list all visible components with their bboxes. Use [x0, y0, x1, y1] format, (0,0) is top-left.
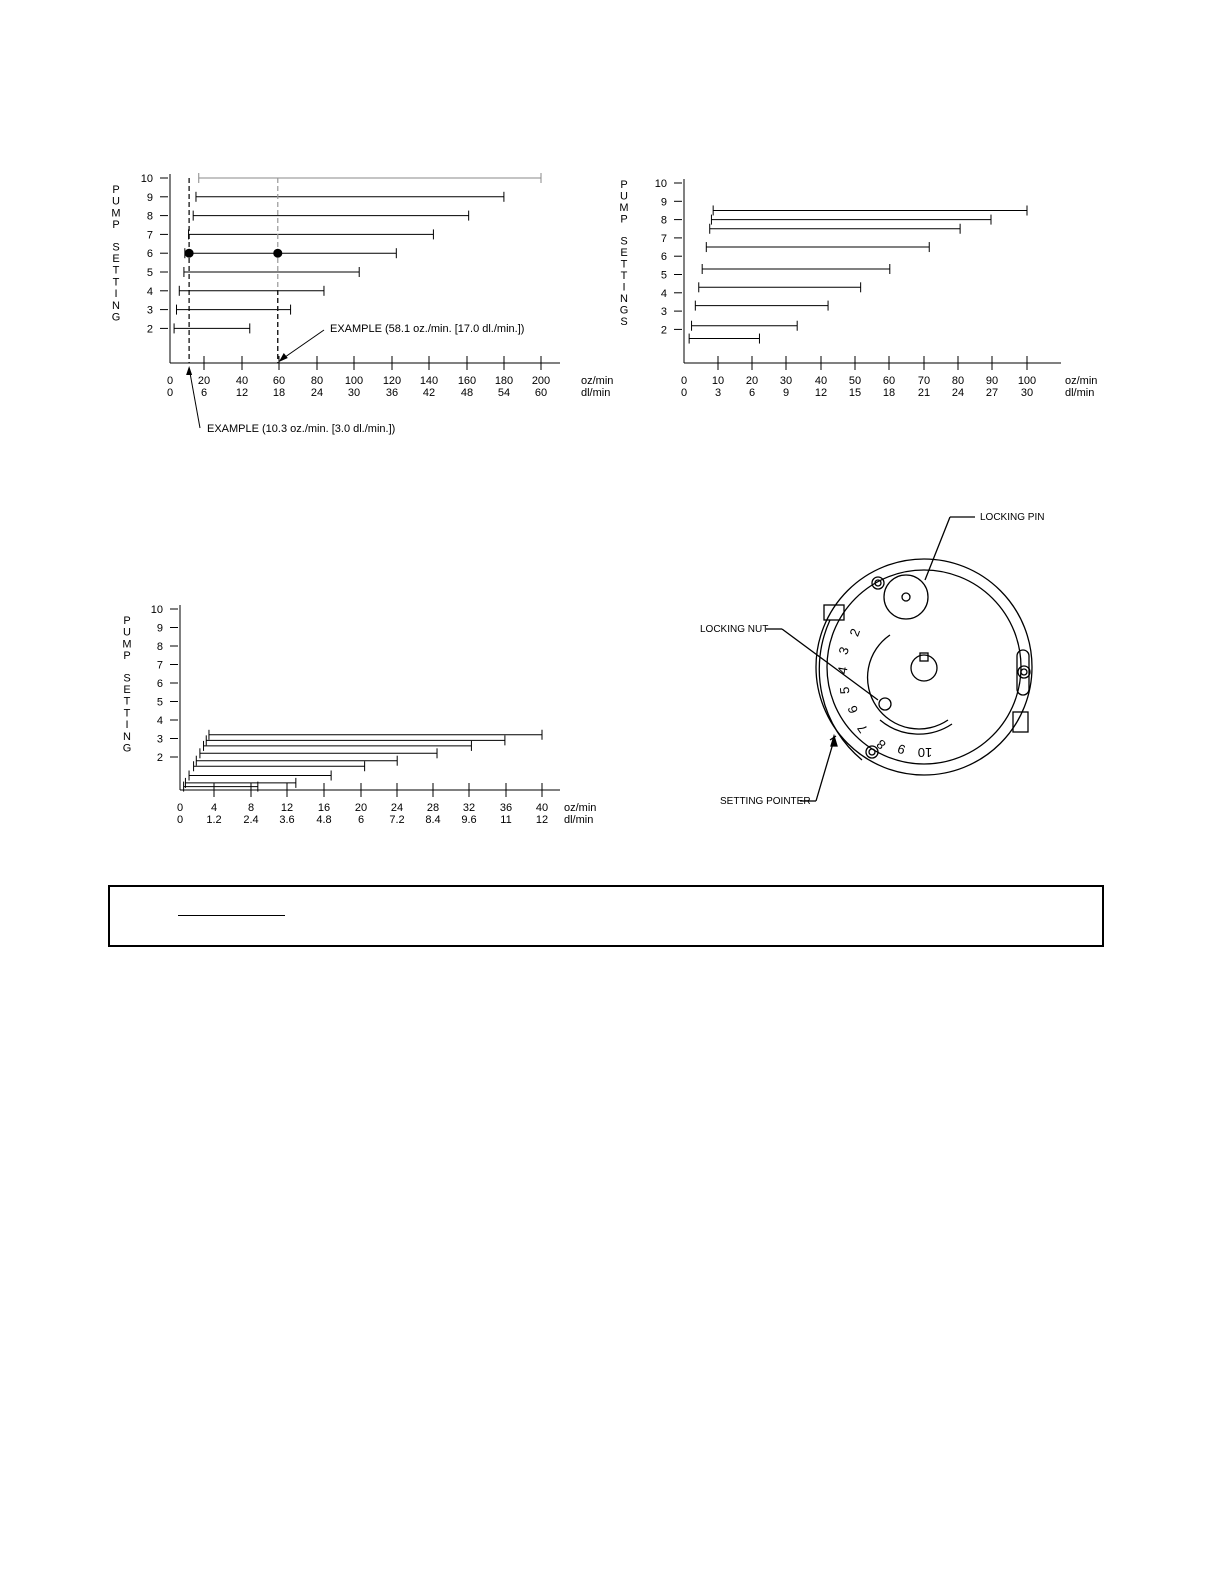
x-tick-label-oz: 12 — [280, 802, 294, 814]
dial-number: 9 — [895, 740, 908, 758]
dial-diagram — [766, 517, 1032, 801]
x-tick-label-dl: 36 — [385, 387, 399, 399]
dial-outer-ring — [816, 559, 1032, 775]
setting-tick-label: 2 — [156, 752, 163, 764]
dial-number: 3 — [835, 644, 852, 657]
x-tick-label-dl: 30 — [1020, 387, 1034, 399]
x-tick-label-dl: 3.6 — [279, 814, 295, 826]
x-tick-label-dl: 0 — [176, 814, 184, 826]
note-box — [108, 885, 1104, 947]
x-tick-label-dl: 12 — [235, 387, 249, 399]
dial-inner-slot — [868, 635, 948, 729]
x-tick-label-dl: 11 — [500, 814, 512, 826]
x-tick-label-dl: 30 — [347, 387, 361, 399]
y-axis-label-letter: I — [125, 719, 129, 732]
y-axis-label-letter: N — [123, 730, 131, 743]
setting-tick-label: 3 — [660, 306, 667, 319]
x-tick-label-oz: 80 — [951, 375, 965, 387]
x-tick-label-dl: 60 — [534, 387, 548, 399]
x-unit-dl: dl/min — [581, 387, 611, 399]
x-tick-label-dl: 9 — [782, 387, 790, 399]
setting-tick-label: 8 — [156, 641, 163, 653]
y-axis-label-letter: N — [620, 292, 628, 305]
x-tick-label-oz: 70 — [917, 375, 931, 387]
x-unit-dl: dl/min — [564, 814, 594, 826]
chart-2 — [619, 178, 1097, 399]
setting-tick-label: 5 — [660, 269, 667, 282]
pointer-arrowhead — [831, 736, 837, 746]
screw-top — [872, 577, 884, 589]
setting-tick-label: 4 — [146, 285, 153, 298]
x-tick-label-oz: 30 — [779, 375, 793, 387]
setting-tick-label: 6 — [146, 248, 153, 261]
dial-slot-lower — [880, 720, 952, 734]
x-tick-label-oz: 0 — [166, 375, 174, 387]
x-tick-label-dl: 7.2 — [389, 814, 405, 826]
dial-number: 10 — [917, 745, 933, 760]
x-tick-label-oz: 50 — [848, 375, 862, 387]
x-tick-label-dl: 0 — [166, 387, 174, 399]
y-axis-label-letter: E — [123, 684, 131, 697]
setting-tick-label: 4 — [660, 287, 667, 300]
locking-nut-label: LOCKING NUT — [700, 624, 769, 635]
y-axis-label-letter: T — [620, 269, 628, 282]
y-axis-label-letter: I — [114, 288, 118, 301]
x-tick-label-dl: 6 — [357, 814, 365, 826]
x-tick-label-dl: 1.2 — [206, 814, 222, 826]
y-axis-label-letter: U — [123, 626, 131, 639]
setting-tick-label: 9 — [146, 191, 153, 204]
x-tick-label-oz: 36 — [499, 802, 513, 814]
dial-number: 2 — [846, 626, 864, 639]
x-tick-label-oz: 120 — [382, 375, 402, 387]
y-axis-label-letter: T — [123, 695, 131, 708]
setting-tick-label: 5 — [146, 267, 153, 279]
dial-number: 5 — [836, 686, 853, 695]
x-tick-label-oz: 160 — [457, 375, 477, 387]
x-tick-label-dl: 4.8 — [316, 814, 332, 826]
dial-number: 4 — [834, 665, 851, 676]
setting-tick-label: 10 — [140, 173, 153, 185]
x-tick-label-oz: 16 — [317, 802, 331, 814]
x-tick-label-oz: 24 — [390, 802, 404, 814]
x-tick-label-dl: 6 — [200, 387, 208, 399]
setting-tick-label: 6 — [660, 251, 667, 264]
example-point — [273, 249, 282, 258]
x-tick-label-oz: 20 — [197, 375, 211, 387]
setting-tick-label: 9 — [660, 196, 667, 209]
x-tick-label-dl: 2.4 — [243, 814, 259, 826]
annotation-text: EXAMPLE (10.3 oz./min. [3.0 dl./min.]) — [207, 423, 396, 435]
y-axis-label-letter: T — [112, 264, 120, 277]
x-tick-label-dl: 18 — [882, 387, 896, 399]
annotation-text: EXAMPLE (58.1 oz./min. [17.0 dl./min.]) — [330, 323, 525, 335]
x-tick-label-oz: 60 — [882, 375, 896, 387]
y-axis-label-letter: T — [620, 258, 628, 271]
x-tick-label-oz: 40 — [535, 802, 549, 814]
setting-tick-label: 2 — [660, 324, 667, 337]
dial-number: 8 — [873, 736, 889, 753]
dial-number: 6 — [844, 703, 862, 716]
x-tick-label-oz: 28 — [426, 802, 440, 814]
y-axis-label-letter: U — [112, 195, 120, 208]
dial-inner-ring — [827, 570, 1021, 764]
x-tick-label-dl: 18 — [272, 387, 286, 399]
x-tick-label-oz: 140 — [419, 375, 439, 387]
x-tick-label-dl: 12 — [535, 814, 549, 826]
y-axis-label-letter: G — [122, 742, 132, 755]
y-axis-label-letter: P — [112, 184, 120, 196]
setting-tick-label: 10 — [654, 178, 667, 190]
setting-tick-label: 7 — [156, 659, 163, 672]
example-point — [185, 249, 194, 258]
y-axis-label-letter: P — [123, 650, 131, 663]
annotation-leader — [281, 330, 324, 360]
x-tick-label-dl: 42 — [422, 387, 436, 399]
x-tick-label-dl: 24 — [310, 387, 324, 399]
setting-tick-label: 2 — [146, 323, 153, 336]
x-tick-label-dl: 24 — [951, 387, 965, 399]
x-tick-label-oz: 80 — [310, 375, 324, 387]
setting-tick-label: 9 — [156, 622, 163, 635]
y-axis-label-letter: S — [112, 241, 120, 254]
screw-right — [1018, 666, 1030, 678]
x-unit-dl: dl/min — [1065, 387, 1095, 399]
setting-tick-label: 5 — [156, 696, 163, 709]
locking-nut — [879, 698, 891, 710]
y-axis-label-letter: E — [620, 246, 628, 259]
x-tick-label-oz: 8 — [247, 802, 255, 814]
x-tick-label-dl: 54 — [497, 387, 511, 399]
setting-tick-label: 3 — [146, 304, 153, 317]
y-axis-label-letter: N — [112, 299, 120, 312]
locking-pin-boss — [884, 575, 928, 619]
x-tick-label-dl: 15 — [848, 387, 862, 399]
locking-pin — [902, 593, 910, 601]
annotation-arrowhead — [186, 366, 192, 375]
y-axis-label-letter: M — [619, 202, 629, 214]
x-tick-label-oz: 20 — [745, 375, 759, 387]
chart-3 — [122, 604, 596, 826]
y-axis-label-letter: P — [620, 179, 628, 191]
x-tick-label-dl: 9.6 — [461, 814, 477, 826]
dial-number: 7 — [854, 721, 871, 736]
x-tick-label-oz: 0 — [680, 375, 688, 387]
x-tick-label-oz: 0 — [176, 802, 184, 814]
x-tick-label-oz: 40 — [235, 375, 249, 387]
y-axis-label-letter: T — [112, 276, 120, 289]
setting-tick-label: 8 — [146, 210, 153, 223]
center-hub — [911, 655, 937, 681]
x-tick-label-oz: 40 — [814, 375, 828, 387]
y-axis-label-letter: S — [123, 672, 131, 685]
y-axis-label-letter: G — [619, 304, 629, 317]
x-tick-label-dl: 3 — [714, 387, 722, 399]
x-tick-label-oz: 200 — [531, 375, 551, 387]
y-axis-label-letter: S — [620, 315, 628, 328]
x-tick-label-oz: 60 — [272, 375, 286, 387]
x-tick-label-oz: 100 — [1017, 375, 1037, 387]
dial-number-scale — [835, 626, 933, 760]
setting-pointer-label: SETTING POINTER — [720, 796, 811, 807]
x-tick-label-oz: 20 — [354, 802, 368, 814]
x-tick-label-dl: 12 — [814, 387, 828, 399]
x-unit-oz: oz/min — [564, 802, 597, 814]
x-tick-label-oz: 180 — [494, 375, 514, 387]
x-tick-label-dl: 27 — [985, 387, 999, 399]
y-axis-label-letter: S — [620, 235, 628, 248]
setting-tick-label: 4 — [156, 715, 163, 727]
chart-1 — [111, 173, 613, 435]
x-tick-label-dl: 8.4 — [425, 814, 441, 826]
x-tick-label-oz: 100 — [344, 375, 364, 387]
x-tick-label-oz: 10 — [711, 375, 725, 387]
y-axis-label-letter: T — [123, 707, 131, 720]
hub-key — [920, 653, 928, 661]
y-axis-label-letter: G — [111, 311, 121, 324]
y-axis-label-letter: P — [123, 615, 131, 627]
x-tick-label-dl: 0 — [680, 387, 688, 399]
y-axis-label-letter: M — [122, 638, 132, 651]
x-tick-label-dl: 6 — [748, 387, 756, 399]
x-tick-label-oz: 32 — [462, 802, 476, 814]
setting-tick-label: 7 — [146, 229, 153, 242]
setting-tick-label: 6 — [156, 678, 163, 690]
x-tick-label-oz: 4 — [210, 802, 218, 814]
y-axis-label-letter: M — [111, 207, 121, 220]
y-axis-label-letter: P — [620, 213, 628, 226]
setting-tick-label: 10 — [150, 604, 163, 616]
x-unit-oz: oz/min — [581, 375, 614, 387]
x-tick-label-dl: 48 — [460, 387, 474, 399]
annotation-arrowhead — [279, 353, 288, 362]
x-tick-label-dl: 21 — [917, 387, 931, 399]
note-heading-rule — [178, 915, 285, 916]
setting-tick-label: 8 — [660, 214, 667, 227]
x-tick-label-oz: 90 — [985, 375, 999, 387]
x-unit-oz: oz/min — [1065, 375, 1098, 387]
setting-tick-label: 7 — [660, 232, 667, 245]
y-axis-label-letter: U — [620, 190, 628, 203]
y-axis-label-letter: E — [112, 253, 120, 266]
locking-pin-label: LOCKING PIN — [980, 512, 1045, 523]
setting-tick-label: 3 — [156, 733, 163, 746]
y-axis-label-letter: P — [112, 219, 120, 232]
y-axis-label-letter: I — [622, 281, 626, 294]
